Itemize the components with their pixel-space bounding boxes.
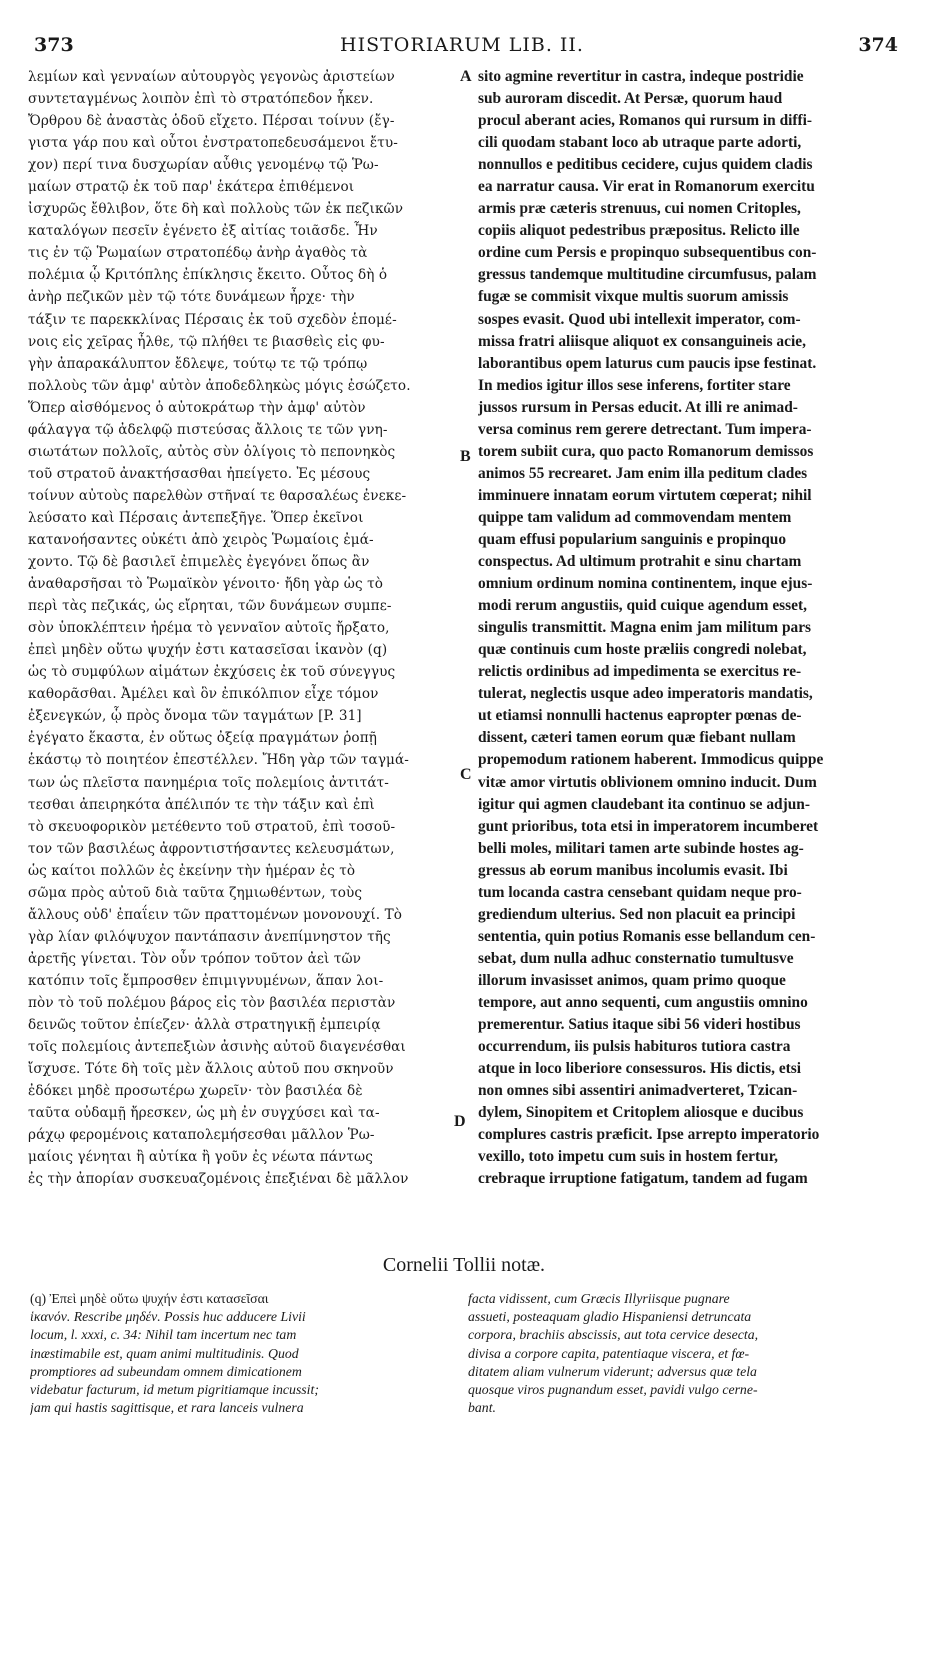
greek-text-line: σῶμα πρὸς αὐτοῦ διὰ ταῦτα ζημιωθέντων, τοὺς: [28, 884, 363, 901]
greek-text-line: φάλαγγα τῷ ἀδελφῷ πιστεύσας ἄλλοις τε τῶν γνη-: [28, 421, 388, 438]
latin-text-line: quippe tam validum ad commovendam mentem: [478, 508, 792, 526]
greek-text-line: ὡς τὸ συμφύλων αἱμάτων ἐκχύσεις ἐκ τοῦ σύνεγγυς: [28, 664, 396, 681]
latin-text-line: ut etiamsi nonnulli hactenus eapropter pœnas de-: [478, 707, 802, 725]
latin-text-line: quam effusi popularium sanguinis e propinquo: [478, 530, 787, 548]
greek-text-line: σιωτάτων πολλοῖς, αὐτὸς σὺν ὀλίγοις τὸ πεπονηκὸς: [28, 443, 396, 460]
greek-text-line: ἐπεὶ μηδὲν οὕτω ψυχήν ἐστι κατασεῖσαι ἱκανὸν (q): [28, 642, 388, 659]
latin-text-line: dylem, Sinopitem et Critoplem aliosque e ducibus: [478, 1104, 804, 1122]
greek-text-line: πολλοὺς τῶν ἀμφ' αὐτὸν ἀποδεδληκὼς μόγις ἐσώζετο.: [28, 377, 411, 394]
latin-text-line: relictis ordinibus ad impedimenta se exercitus re-: [478, 663, 802, 681]
note-line: promptiores ad subeundam omnem dimicationem: [30, 1363, 302, 1379]
greek-text-line: τάξιν τε παρεκκλίνας Πέρσαις ἐκ τοῦ σχεδὸν ἑπομέ-: [28, 311, 397, 328]
greek-text-line: ἄλλους οὐδ' ἐπαΐειν τῶν πραττομένων μονονουχί. Τὸ: [28, 906, 403, 923]
greek-text-line: ἐξενεγκών, ᾧ πρὸς ὄνομα τῶν ταγμάτων [P. 31]: [28, 708, 362, 725]
latin-text-line: imminuere innatam eorum virtutem cœperat; nihil: [478, 486, 812, 504]
notes-heading: Cornelii Tollii notæ.: [382, 1254, 546, 1276]
latin-text-line: sito agmine revertitur in castra, indeque postridie: [478, 68, 804, 85]
latin-text-line: premerentur. Satius itaque sibi 56 videri hostibus: [478, 1016, 801, 1034]
page-number-right: 374: [858, 34, 898, 56]
latin-text-line: illorum invasisset animos, quam primo quoque: [478, 971, 786, 989]
greek-text-line: ἰσχυρῶς ἔθλιβον, ὅτε δὴ καὶ πολλοὺς τῶν ἐκ πεζικῶν: [28, 201, 404, 218]
latin-text-line: cili quodam stabant loco ab utraque parte adorti,: [478, 134, 802, 152]
running-header: [26, 30, 898, 60]
latin-text-line: In medios igitur illos sese inferens, fortiter stare: [478, 376, 791, 394]
note-line: corpora, brachiis abscissis, aut tota cervice desecta,: [468, 1327, 759, 1343]
latin-text-line: sospes evasit. Quod ubi intellexit imperator, com-: [478, 310, 801, 328]
greek-text-line: χον) περί τινα δυσχωρίαν αὖθις γενομένῳ τῷ Ῥω-: [28, 157, 379, 174]
latin-text-line: non omnes sibi assentiri animadverteret, Tzican-: [478, 1082, 798, 1100]
latin-text-line: conspectus. Ad ultimum protrahit e sinu chartam: [478, 553, 802, 571]
greek-text-line: σὸν ὑποκλέπτειν ἠρέμα τὸ γενναῖον αὐτοῖς ἤρξατο,: [28, 620, 390, 637]
latin-text-line: sebat, dum nulla adhuc consternatio tumultusve: [478, 949, 794, 967]
greek-text-line: των ὡς πλεῖστα πανημέρια τοῖς πολεμίοις ἀντιτάτ-: [28, 774, 389, 791]
greek-text-line: συντεταγμένως λοιπὸν ἐπὶ τὸ στρατόπεδον ἧκεν.: [28, 91, 374, 108]
latin-text-line: crebraque irruptione fatigatum, tandem ad fugam: [478, 1170, 808, 1188]
note-line: jam qui hastis sagittisque, et rara lanceis vulnera: [30, 1400, 304, 1416]
note-line: ἱκανόν. Rescribe μηδέν. Possis huc adducere Livii: [30, 1309, 306, 1325]
latin-text-line: sub auroram discedit. At Persæ, quorum haud: [478, 90, 783, 108]
greek-text-line: καταλόγων πεσεῖν ἐγένετο ἐξ αἰτίας τοιᾶσδε. Ἦν: [28, 223, 378, 240]
note-line: assueti, posteaquam gladio Hispaniensi detruncata: [468, 1309, 752, 1325]
greek-text-line: τοῦ στρατοῦ ἀνακτήσασθαι ἠπείγετο. Ἐς μέσους: [28, 465, 371, 482]
latin-text-column: [478, 66, 896, 1658]
latin-text-line: versa cominus rem gerere detrectant. Tum impera-: [478, 420, 812, 438]
latin-text-line: procul aberant acies, Romanos qui rursum in diffi-: [478, 112, 813, 130]
greek-text-line: μαίων στρατῷ ἐκ τοῦ παρ' ἑκάτερα ἐπιθέμενοι: [28, 179, 355, 196]
latin-text-line: jussos rursum in Persas educit. At illi re animad-: [478, 398, 798, 416]
greek-text-line: γὰρ λίαν φιλόψυχον παντάπασιν ἀνεπίμνηστον τῆς: [28, 928, 391, 945]
note-line: inæstimabile est, quam animi multitudinis. Quod: [30, 1345, 299, 1361]
greek-text-line: ράχῳ φερομένοις καταπολεμήσεσθαι μᾶλλον Ῥω-: [28, 1127, 375, 1144]
greek-text-line: Ὄρθρου δὲ ἀναστὰς ὁδοῦ εἴχετο. Πέρσαι τοίνυν (ἔγ-: [28, 113, 395, 130]
greek-text-line: ἴσχυσε. Τότε δὴ τοῖς μὲν ἄλλοις αὐτοῦ που σκηνοῦν: [28, 1061, 394, 1078]
greek-text-line: τοῖς πολεμίοις ἀντεπεξιὼν ἀσινὴς αὐτοῦ διαγενέσθαι: [28, 1039, 406, 1056]
greek-text-line: πολέμια ᾧ Κριτόπλης ἐπίκλησις ἔκειτο. Οὗτος δὴ ὁ: [28, 267, 388, 284]
greek-text-line: ἀναθαρσῆσαι τὸ Ῥωμαϊκὸν γένοιτο· ἤδη γὰρ ὡς τὸ: [28, 576, 383, 593]
latin-text-line: singulis transmittit. Magna enim jam militum pars: [478, 619, 812, 637]
latin-text-line: gressus ab eorum manibus incolumis evasit. Ibi: [478, 861, 788, 879]
notes-right-column: [468, 1290, 898, 1417]
latin-text-line: ea narratur causa. Vir erat in Romanorum exercitu: [478, 178, 815, 196]
latin-text-line: atque in loco liberiore consessuros. His dictis, etsi: [478, 1060, 802, 1078]
running-title: HISTORIARUM LIB. II.: [340, 34, 584, 56]
section-marker-c: C: [460, 766, 472, 783]
greek-text-line: λεύσατο καὶ Πέρσαις ἀντεπεξῆγε. Ὅπερ ἐκεῖνοι: [28, 509, 364, 526]
greek-text-column: [28, 66, 458, 1658]
latin-text-line: gunt prioribus, tota etsi in imperatorem incumberet: [478, 817, 819, 835]
latin-text-line: tulerat, neglectis usque adeo imperatoris mandatis,: [478, 685, 813, 703]
greek-text-line: χοντο. Τῷ δὲ βασιλεῖ ἐπιμελὲς ἐγεγόνει ὅπως ἂν: [28, 554, 370, 571]
latin-text-line: omnium ordinum nomina continentem, inque ejus-: [478, 575, 813, 593]
latin-text-line: occurrendum, iis pulsis habituros tutiora castra: [478, 1038, 791, 1056]
greek-text-line: Ὅπερ αἰσθόμενος ὁ αὐτοκράτωρ τὴν ἀμφ' αὐτὸν: [28, 399, 366, 416]
latin-text-line: laborantibus opem laturus cum paucis ipse festinat.: [478, 354, 817, 372]
note-line: locum, l. xxxi, c. 34: Nihil tam incertum nec tam: [30, 1327, 297, 1343]
greek-text-line: ἑκάστῳ τὸ ποιητέον ἐπεστέλλεν. Ἤδη γὰρ τῶν ταγμά-: [28, 752, 409, 769]
note-line: (q) Ἐπεὶ μηδὲ οὕτω ψυχήν ἐστι κατασεῖσαι: [30, 1291, 269, 1306]
section-marker-b: B: [460, 448, 471, 465]
note-line: quosque viros pugnandum esset, pavidi vulgo cerne-: [468, 1381, 758, 1397]
latin-text-line: gressus tandemque multitudine circumfusus, palam: [478, 266, 817, 284]
greek-text-line: ἐγέγατο ἕκαστα, ἐν οὕτως ὀξείᾳ πραγμάτων ῥοπῇ: [28, 730, 377, 747]
latin-text-line: animos 55 recrearet. Jam enim illa peditum clades: [478, 464, 808, 482]
greek-text-line: γὴν ἀπαρακάλυπτον ἔδλεψε, τούτῳ τε τῷ τρόπῳ: [28, 355, 368, 372]
note-line: videbatur facturum, id metum pigritiamque incussit;: [30, 1381, 319, 1397]
greek-text-line: περὶ τὰς πεζικάς, ὡς εἴρηται, τῶν δυνάμεων συμπε-: [28, 598, 392, 615]
latin-text-line: dissent, cæteri tamen eorum quæ fiebant nullam: [478, 729, 796, 747]
latin-text-line: igitur qui agmen claudebant ita continuo se adjun-: [478, 795, 810, 813]
greek-text-line: νοις εἰς χεῖρας ἦλθε, τῷ πλήθει τε βιασθεὶς εἰς φυ-: [28, 333, 385, 350]
section-marker-d: D: [454, 1113, 466, 1130]
greek-text-line: ταῦτα οὐδαμῇ ἤρεσκεν, ὡς μὴ ἐν συγχύσει καὶ τα-: [28, 1105, 380, 1122]
latin-text-line: vitæ amor virtutis oblivionem omnino inducit. Dum: [478, 773, 817, 791]
greek-text-line: τις ἐν τῷ Ῥωμαίων στρατοπέδῳ ἀνὴρ ἀγαθὸς τὰ: [28, 245, 368, 262]
page-number-left: 373: [34, 34, 74, 56]
greek-text-line: τοίνυν αὐτοὺς παρελθὼν στῆναί τε θαρσαλέως ἐνεκε-: [28, 487, 407, 504]
section-marker-a: A: [460, 68, 472, 85]
latin-text-line: propemodum rationem haberent. Immodicus quippe: [478, 751, 824, 769]
latin-text-line: quæ continuis cum hoste præliis congredi nolebat,: [478, 641, 807, 659]
latin-text-line: sententia, quin potius Romanis esse bellandum cen-: [478, 927, 816, 945]
greek-text-line: μαίοις γένηται ἢ αὐτίκα ἢ γοῦν ἐς νέωτα πάντως: [28, 1149, 373, 1166]
latin-text-line: complures castris præficit. Ipse arrepto imperatorio: [478, 1126, 820, 1144]
greek-text-line: κατόπιν τοῖς ἔμπροσθεν ἐπιμιγνυμένων, ἅπαν λοι-: [28, 972, 384, 989]
greek-text-line: τεσθαι ἀπειρηκότα ἀπέλιπόν τε τὴν τάξιν καὶ ἐπὶ: [28, 796, 375, 813]
latin-text-line: belli moles, militari tamen arte subinde hostes ag-: [478, 839, 804, 857]
greek-text-line: τον τῶν βασιλέως ἀφροντιστήσαντες κελευσμάτων,: [28, 840, 395, 857]
latin-text-line: nonnullos e peditibus cecidere, cujus quidem cladis: [478, 156, 813, 174]
latin-text-line: torem subiit cura, quo pacto Romanorum demissos: [478, 442, 814, 460]
latin-text-line: grediendum ulterius. Sed non placuit ea principi: [478, 905, 796, 923]
latin-text-line: vexillo, toto impetu cum suis in hostem fertur,: [478, 1148, 778, 1166]
greek-text-line: ἐδόκει μηδὲ προσωτέρω χωρεῖν· τὸν βασιλέα δὲ: [28, 1083, 363, 1100]
latin-text-line: tum locanda castra censebant quidam neque pro-: [478, 883, 802, 901]
greek-text-line: ὡς καίτοι πολλῶν ἐς ἐκείνην τὴν ἡμέραν ἐς τὸ: [28, 862, 356, 879]
greek-text-line: ἐς τὴν ἀπορίαν συσκευαζομένοις ἐπεξιέναι δὲ μᾶλλον: [28, 1171, 409, 1188]
latin-text-line: ordine cum Persis e propinquo subsequentibus con-: [478, 244, 817, 262]
greek-text-line: ἀρετῆς γίνεται. Τὸν οὖν τρόπον τοῦτον ἀεὶ τῶν: [28, 950, 362, 967]
note-line: facta vidissent, cum Græcis Illyriisque pugnare: [468, 1291, 730, 1306]
latin-text-line: copiis aliquot pedestribus præpositus. Relicto ille: [478, 222, 800, 240]
latin-text-line: tempore, aut anno sequenti, cum angustiis omnino: [478, 993, 808, 1011]
latin-text-line: modi rerum angustiis, quid cuique agendum esset,: [478, 597, 807, 615]
notes-left-column: [30, 1290, 450, 1417]
greek-text-line: πὸν τὸ τοῦ πολέμου βάρος εἰς τὸν βασιλέα περιστὰν: [28, 994, 396, 1011]
greek-text-line: δεινῶς τοῦτον ἐπίεζεν· ἀλλὰ στρατηγικῇ ἐμπειρίᾳ: [28, 1017, 381, 1034]
greek-text-line: ἀνὴρ πεζικῶν μὲν τῷ τότε δυνάμεων ἦρχε· τὴν: [28, 289, 355, 306]
greek-text-line: καθορᾶσθαι. Ἀμέλει καὶ ὃν ἐπικόλπιον εἶχε τόμον: [28, 686, 379, 703]
note-line: divisa a corpore capita, patentiaque viscera, et fœ-: [468, 1345, 750, 1361]
note-line: ditatem aliam vulnerum viderunt; adversus quæ tela: [468, 1363, 757, 1379]
greek-text-line: τὸ σκευοφορικὸν μετέθεντο τοῦ στρατοῦ, ἐπὶ τοσοῦ-: [28, 818, 396, 835]
latin-text-line: missa fratri aliisque aliquot ex consanguineis acie,: [478, 332, 806, 350]
greek-text-line: λεμίων καὶ γενναίων αὐτουργὸς γεγονὼς ἀριστείων: [28, 69, 395, 85]
greek-text-line: κατανοήσαντες οὐκέτι ἀπὸ χειρὸς Ῥωμαίοις ἐμά-: [28, 531, 374, 548]
greek-text-line: γιστα γάρ που καὶ οὗτοι ἐνστρατοπεδευσάμενοι ἔτυ-: [28, 135, 398, 152]
latin-text-line: armis præ cæteris strenuus, cui nomen Critoples,: [478, 200, 801, 218]
note-line: bant.: [468, 1400, 496, 1416]
latin-text-line: fugæ se commisit vixque multis suorum amissis: [478, 288, 789, 306]
